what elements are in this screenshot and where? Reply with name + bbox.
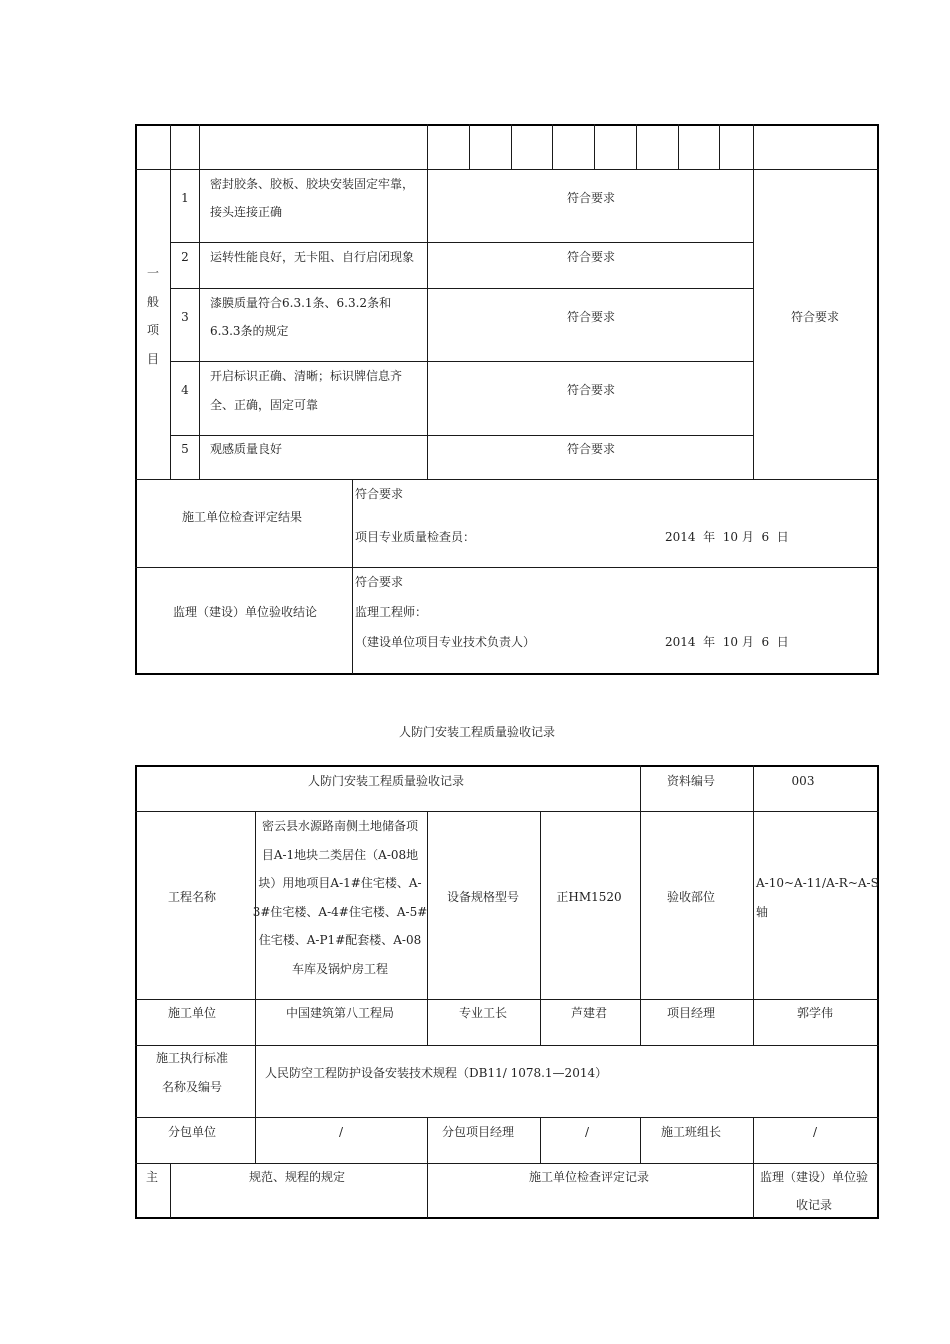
col-divider — [753, 1117, 754, 1164]
item-number: 5 — [181, 442, 189, 456]
col-divider — [540, 1117, 541, 1164]
col-divider — [753, 811, 754, 1046]
item-requirement: 密封胶条、胶板、胶块安装固定牢靠， — [210, 177, 415, 191]
item-requirement: 接头连接正确 — [210, 205, 283, 219]
row-divider — [135, 479, 879, 480]
col-divider — [540, 811, 541, 1046]
project-name-line: 目A-1地块二类居住（A-08地 — [261, 848, 419, 862]
col-divider — [719, 124, 720, 170]
project-name-line: 密云县水源路南侧土地储备项 — [261, 819, 419, 833]
subcontractor-value: / — [338, 1125, 344, 1139]
construction-unit-label: 施工单位 — [167, 1006, 217, 1020]
col-divider — [640, 765, 641, 812]
col-divider — [552, 124, 553, 170]
item-number: 1 — [181, 191, 189, 205]
equipment-spec-value: 正HM1520 — [556, 890, 622, 904]
top-table-border-bottom — [135, 673, 879, 675]
acceptance-part-value: 轴 — [756, 905, 769, 919]
row-divider — [170, 361, 754, 362]
col-divider — [678, 124, 679, 170]
col-divider — [640, 811, 641, 1046]
item-result: 符合要求 — [566, 442, 616, 456]
item-result: 符合要求 — [566, 191, 616, 205]
construction-unit-value: 中国建筑第八工程局 — [285, 1006, 395, 1020]
category-label-char: 般 — [146, 295, 160, 309]
supervision-conclusion-result: 符合要求 — [355, 575, 404, 589]
item-result: 符合要求 — [566, 250, 616, 264]
check-record-header: 施工单位检查评定记录 — [528, 1170, 650, 1184]
bottom-table-border-top — [135, 765, 879, 767]
quality-inspector-label: 项目专业质量检查员： — [355, 530, 476, 544]
bottom-table-border-bottom — [135, 1217, 879, 1219]
construction-check-label: 施工单位检查评定结果 — [181, 510, 303, 524]
sub-project-manager-value: / — [584, 1125, 590, 1139]
col-divider — [753, 124, 754, 480]
col-divider — [640, 1117, 641, 1164]
standard-value: 人民防空工程防护设备安装技术规程（DB11/ 1078.1—2014） — [265, 1066, 608, 1080]
col-divider — [427, 124, 428, 480]
item-requirement: 全、正确，固定可靠 — [210, 398, 319, 412]
row-divider — [135, 567, 879, 568]
col-divider — [427, 811, 428, 1046]
project-manager-value: 郭学伟 — [796, 1006, 834, 1020]
acceptance-part-value: A-10~A-11/A-R~A-S — [756, 876, 879, 890]
col-divider — [594, 124, 595, 170]
item-requirement: 漆膜质量符合6.3.1条、6.3.2条和 — [210, 296, 392, 310]
project-manager-label: 项目经理 — [666, 1006, 716, 1020]
col-divider — [511, 124, 512, 170]
item-number: 3 — [181, 310, 189, 324]
item-requirement: 6.3.3条的规定 — [210, 324, 289, 338]
item-result: 符合要求 — [566, 310, 616, 324]
col-divider — [636, 124, 637, 170]
row-divider — [135, 811, 879, 812]
project-name-line: 车库及锅炉房工程 — [291, 962, 389, 976]
row-divider — [170, 288, 754, 289]
item-number: 4 — [181, 383, 189, 397]
row-divider — [135, 1045, 879, 1046]
item-requirement: 观感质量良好 — [210, 442, 283, 456]
sub-project-manager-label: 分包项目经理 — [441, 1125, 515, 1139]
col-divider — [170, 1163, 171, 1218]
col-divider — [199, 124, 200, 480]
item-requirement: 运转性能良好，无卡阻、自行启闭现象 — [210, 250, 415, 264]
item-number: 2 — [181, 250, 189, 264]
top-table-border-top — [135, 124, 879, 126]
col-divider — [753, 765, 754, 812]
foreman-value: 芦建君 — [570, 1006, 608, 1020]
bottom-table-border-left — [135, 765, 137, 1219]
doc-number-value: 003 — [791, 774, 815, 788]
category-label-char: 目 — [146, 352, 160, 366]
col-divider — [469, 124, 470, 170]
subcontractor-label: 分包单位 — [167, 1125, 217, 1139]
project-name-line: 块）用地项目A-1#住宅楼、A- — [258, 876, 422, 890]
main-item-label: 主 — [145, 1170, 159, 1184]
bottom-table-border-right — [877, 765, 879, 1219]
top-table-border-left — [135, 124, 137, 675]
table-title: 人防门安装工程质量验收记录 — [307, 774, 465, 788]
supervision-record-header: 监理（建设）单位验 — [759, 1170, 869, 1184]
supervision-record-header: 收记录 — [795, 1198, 833, 1212]
row-divider — [135, 1117, 879, 1118]
row-divider — [170, 242, 754, 243]
owner-representative-label: （建设单位项目专业技术负责人） — [355, 635, 536, 649]
top-table-border-right — [877, 124, 879, 675]
project-name-line: 住宅楼、A-P1#配套楼、A-08 — [258, 933, 422, 947]
category-label-char: 项 — [146, 323, 160, 337]
doc-number-label: 资料编号 — [666, 774, 716, 788]
item-result: 符合要求 — [566, 383, 616, 397]
row-divider — [135, 999, 879, 1000]
row-divider — [170, 435, 754, 436]
supervision-result: 符合要求 — [790, 310, 840, 324]
col-divider — [255, 811, 256, 1164]
project-name-label: 工程名称 — [167, 890, 217, 904]
project-name-line: 3#住宅楼、A-4#住宅楼、A-5# — [252, 905, 428, 919]
row-divider — [135, 1163, 879, 1164]
rules-header: 规范、规程的规定 — [248, 1170, 346, 1184]
category-label-char: 一 — [146, 266, 160, 280]
col-divider — [170, 124, 171, 480]
acceptance-part-label: 验收部位 — [666, 890, 716, 904]
equipment-spec-label: 设备规格型号 — [446, 890, 520, 904]
page-caption: 人防门安装工程质量验收记录 — [398, 725, 556, 739]
standard-label: 名称及编号 — [161, 1080, 223, 1094]
col-divider — [427, 1163, 428, 1218]
supervision-conclusion-label: 监理（建设）单位验收结论 — [172, 605, 318, 619]
col-divider — [753, 1163, 754, 1218]
construction-check-result: 符合要求 — [355, 487, 404, 501]
supervision-engineer-label: 监理工程师： — [355, 605, 428, 619]
supervision-date: 2014 年 10 月 6 日 — [665, 635, 789, 649]
standard-label: 施工执行标准 — [155, 1051, 229, 1065]
row-divider — [135, 169, 879, 170]
foreman-label: 专业工长 — [458, 1006, 508, 1020]
team-leader-label: 施工班组长 — [660, 1125, 722, 1139]
item-requirement: 开启标识正确、清晰；标识牌信息齐 — [210, 369, 403, 383]
team-leader-value: / — [812, 1125, 818, 1139]
col-divider — [352, 479, 353, 674]
col-divider — [427, 1117, 428, 1164]
inspection-date: 2014 年 10 月 6 日 — [665, 530, 789, 544]
